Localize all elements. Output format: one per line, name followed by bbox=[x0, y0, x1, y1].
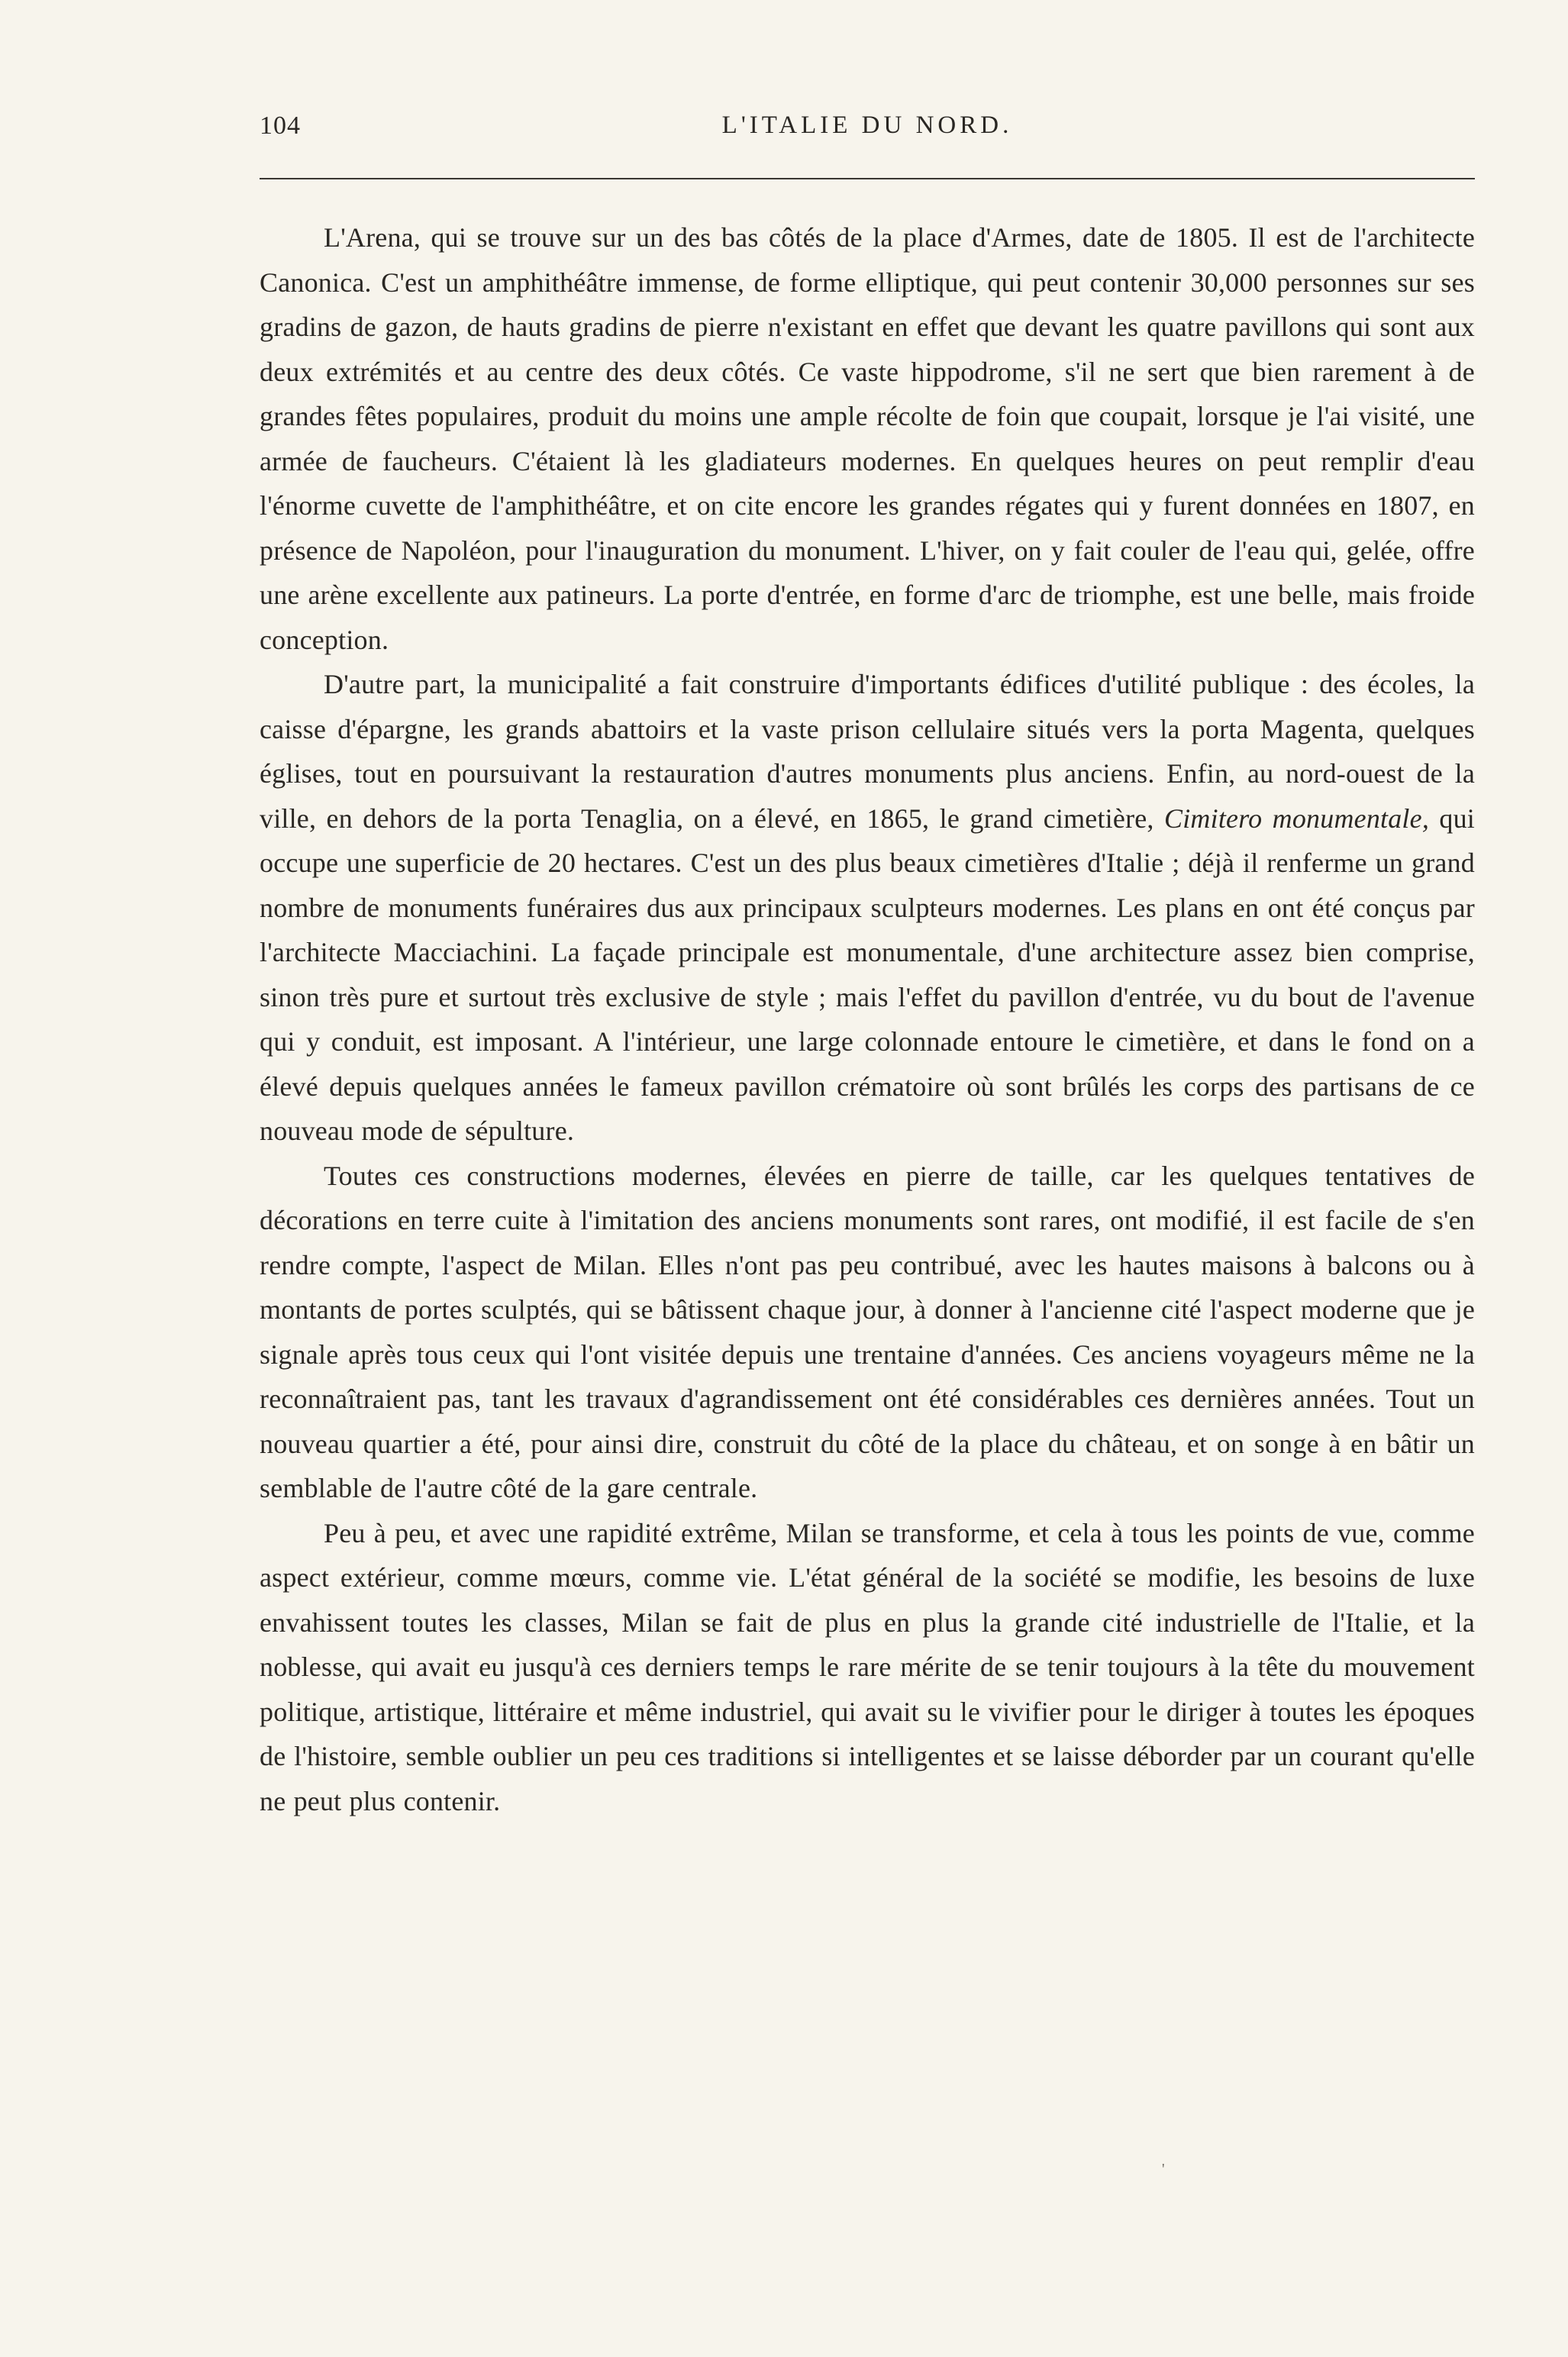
paragraph-text-before-italic: D'autre part, la municipalité a fait construire d'importants édifices d'utilité publique : des écoles, la caisse d'épargne, les grands abattoirs et la vaste prison cellulaire situés vers la porta Magenta, quelques églises, tout en poursuivant la restauration d'autres monuments plus anciens. Enfin, au nord-ouest de la ville, en dehors de la porta Tenaglia, on a élevé, en 1865, le grand cimetière, bbox=[260, 669, 1475, 834]
paragraph-municipal-buildings bbox=[260, 662, 1475, 1154]
page-number: 104 bbox=[260, 111, 301, 140]
body-text bbox=[260, 215, 1475, 1823]
italic-cimitero-monumentale: Cimitero monumentale, bbox=[1164, 802, 1430, 834]
paragraph-modern-constructions: Toutes ces constructions modernes, élevées en pierre de taille, car les quelques tentatives de décorations en terre cuite à l'imitation des anciens monuments sont rares, ont modifié, il est facile de s'en rendre compte, l'aspect de Milan. Elles n'ont pas peu contribué, avec les hautes maisons à balcons ou à montants de portes sculptés, qui se bâtissent chaque jour, à donner à l'ancienne cité l'aspect moderne que je signale après tous ceux qui l'ont visitée depuis une trentaine d'années. Ces anciens voyageurs même ne la reconnaîtraient pas, tant les travaux d'agrandissement ont été considérables ces dernières années. Tout un nouveau quartier a été, pour ainsi dire, construit du côté de la place du château, et on songe à en bâtir un semblable de l'autre côté de la gare centrale. bbox=[260, 1160, 1475, 1503]
running-title: L'ITALIE DU NORD. bbox=[721, 111, 1013, 139]
paragraph-text-after-italic: qui occupe une superficie de 20 hectares. C'est un des plus beaux cimetières d'Italie ; déjà il renferme un grand nombre de monuments funéraires dus aux principaux sculpteurs modernes. Les plans en ont été conçus par l'architecte Macciachini. La façade principale est monumentale, d'une architecture assez bien comprise, sinon très pure et surtout très exclusive de style ; mais l'effet du pavillon d'entrée, vu du bout de l'avenue qui y conduit, est imposant. A l'intérieur, une large colonnade entoure le cimetière, et dans le fond on a élevé depuis quelques années le fameux pavillon crématoire où sont brûlés les corps des partisans de ce nouveau mode de sépulture. bbox=[260, 802, 1475, 1146]
paragraph-milan-transformation: Peu à peu, et avec une rapidité extrême, Milan se transforme, et cela à tous les points de vue, comme aspect extérieur, comme mœurs, comme vie. L'état général de la société se modifie, les besoins de luxe envahissent toutes les classes, Milan se fait de plus en plus la grande cité industrielle de l'Italie, et la noblesse, qui avait eu jusqu'à ces derniers temps le rare mérite de se tenir toujours à la tête du mouvement politique, artistique, littéraire et même industriel, qui avait su le vivifier pour le diriger à toutes les époques de l'histoire, semble oublier un peu ces traditions si intelligentes et se laisse déborder par un courant qu'elle ne peut plus contenir. bbox=[260, 1517, 1475, 1816]
running-head bbox=[260, 111, 1475, 157]
header-rule bbox=[260, 178, 1475, 179]
print-mark: ' bbox=[1162, 2161, 1165, 2178]
paragraph-arena: L'Arena, qui se trouve sur un des bas côtés de la place d'Armes, date de 1805. Il est de l'architecte Canonica. C'est un amphithéâtre immense, de forme elliptique, qui peut contenir 30,000 personnes sur ses gradins de gazon, de hauts gradins de pierre n'existant en effet que devant les quatre pavillons qui sont aux deux extrémités et au centre des deux côtés. Ce vaste hippodrome, s'il ne sert que bien rarement à de grandes fêtes populaires, produit du moins une ample récolte de foin que coupait, lorsque je l'ai visité, une armée de faucheurs. C'étaient là les gladiateurs modernes. En quelques heures on peut remplir d'eau l'énorme cuvette de l'amphithéâtre, et on cite encore les grandes régates qui y furent données en 1807, en présence de Napoléon, pour l'inauguration du monument. L'hiver, on y fait couler de l'eau qui, gelée, offre une arène excellente aux patineurs. La porte d'entrée, en forme d'arc de triomphe, est une belle, mais froide conception. bbox=[260, 222, 1475, 655]
